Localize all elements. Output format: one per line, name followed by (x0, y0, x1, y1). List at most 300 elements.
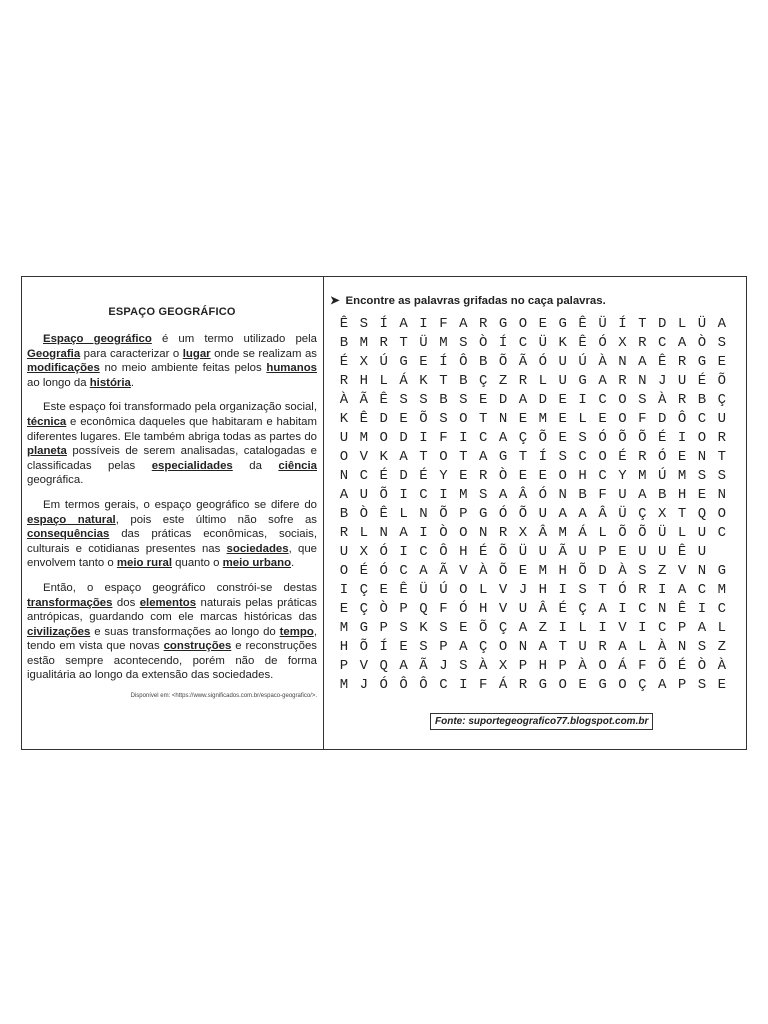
grid-letter[interactable]: A (558, 506, 567, 522)
grid-letter[interactable]: Ç (478, 639, 488, 655)
grid-letter[interactable]: E (677, 449, 687, 465)
grid-letter[interactable]: M (717, 582, 727, 598)
grid-letter[interactable]: E (399, 411, 408, 427)
grid-letter[interactable]: T (677, 506, 687, 522)
grid-letter[interactable]: E (478, 392, 488, 408)
grid-letter[interactable]: A (399, 525, 408, 541)
grid-letter[interactable]: Ã (518, 354, 528, 370)
grid-letter[interactable]: T (399, 335, 408, 351)
grid-letter[interactable]: V (498, 582, 508, 598)
grid-letter[interactable]: É (339, 354, 349, 370)
grid-letter[interactable]: Y (439, 468, 448, 484)
grid-letter[interactable]: E (697, 487, 707, 503)
grid-letter[interactable]: Õ (379, 487, 388, 503)
grid-letter[interactable]: Ç (359, 582, 369, 598)
grid-letter[interactable]: O (558, 468, 567, 484)
grid-letter[interactable]: É (677, 658, 687, 674)
grid-letter[interactable]: T (459, 449, 468, 465)
grid-letter[interactable]: A (498, 487, 508, 503)
grid-letter[interactable]: K (419, 373, 428, 389)
grid-letter[interactable]: S (399, 392, 408, 408)
grid-letter[interactable]: E (618, 544, 627, 560)
grid-letter[interactable]: A (618, 639, 627, 655)
grid-letter[interactable]: E (518, 563, 528, 579)
grid-letter[interactable]: F (439, 316, 448, 332)
grid-letter[interactable]: P (677, 620, 687, 636)
grid-letter[interactable]: A (498, 430, 508, 446)
grid-letter[interactable]: L (399, 506, 408, 522)
grid-letter[interactable]: Z (717, 639, 727, 655)
grid-letter[interactable]: Ô (439, 544, 448, 560)
grid-letter[interactable]: R (677, 354, 687, 370)
grid-letter[interactable]: Z (657, 563, 667, 579)
grid-letter[interactable]: N (379, 525, 388, 541)
grid-letter[interactable]: G (578, 373, 587, 389)
grid-letter[interactable]: R (478, 468, 488, 484)
grid-letter[interactable]: U (538, 544, 548, 560)
grid-letter[interactable]: L (578, 411, 587, 427)
grid-letter[interactable]: U (339, 544, 349, 560)
grid-letter[interactable]: H (677, 487, 687, 503)
grid-letter[interactable]: É (558, 601, 567, 617)
grid-letter[interactable]: Â (538, 601, 548, 617)
grid-letter[interactable]: Q (379, 658, 388, 674)
grid-letter[interactable]: H (538, 582, 548, 598)
grid-letter[interactable]: Â (538, 525, 548, 541)
grid-letter[interactable]: L (478, 582, 488, 598)
grid-letter[interactable]: Á (618, 658, 627, 674)
grid-letter[interactable]: E (558, 411, 567, 427)
grid-letter[interactable]: M (677, 468, 687, 484)
grid-letter[interactable]: Ü (697, 316, 707, 332)
grid-letter[interactable]: H (558, 563, 567, 579)
grid-letter[interactable]: I (558, 620, 567, 636)
grid-letter[interactable]: B (578, 487, 587, 503)
grid-letter[interactable]: F (478, 677, 488, 693)
grid-letter[interactable]: V (459, 563, 468, 579)
grid-letter[interactable]: Ê (379, 506, 388, 522)
grid-letter[interactable]: H (339, 639, 349, 655)
grid-letter[interactable]: I (677, 430, 687, 446)
grid-letter[interactable]: E (578, 677, 587, 693)
grid-letter[interactable]: À (618, 563, 627, 579)
grid-letter[interactable]: Õ (657, 658, 667, 674)
grid-letter[interactable]: Ç (638, 677, 647, 693)
grid-letter[interactable]: F (439, 430, 448, 446)
grid-letter[interactable]: U (578, 544, 587, 560)
grid-letter[interactable]: Ó (538, 487, 548, 503)
grid-letter[interactable]: Ü (419, 582, 428, 598)
grid-letter[interactable]: M (638, 468, 647, 484)
grid-letter[interactable]: Ü (419, 335, 428, 351)
grid-letter[interactable]: I (439, 487, 448, 503)
grid-letter[interactable]: Õ (717, 373, 727, 389)
grid-letter[interactable]: V (618, 620, 627, 636)
grid-letter[interactable]: E (419, 354, 428, 370)
grid-letter[interactable]: K (419, 620, 428, 636)
grid-letter[interactable]: E (379, 582, 388, 598)
grid-letter[interactable]: U (638, 544, 647, 560)
grid-letter[interactable]: I (697, 601, 707, 617)
grid-letter[interactable]: Ó (538, 354, 548, 370)
grid-letter[interactable]: À (657, 392, 667, 408)
grid-letter[interactable]: P (339, 658, 349, 674)
grid-letter[interactable]: Ò (439, 525, 448, 541)
grid-letter[interactable]: Õ (518, 506, 528, 522)
grid-letter[interactable]: T (419, 449, 428, 465)
grid-letter[interactable]: F (638, 411, 647, 427)
grid-letter[interactable]: Ç (717, 392, 727, 408)
grid-letter[interactable]: Ê (359, 411, 369, 427)
grid-letter[interactable]: Ú (657, 468, 667, 484)
grid-letter[interactable]: U (697, 525, 707, 541)
grid-letter[interactable]: A (598, 373, 607, 389)
grid-letter[interactable]: Ò (359, 506, 369, 522)
grid-letter[interactable]: O (339, 449, 349, 465)
grid-letter[interactable]: R (498, 525, 508, 541)
grid-letter[interactable]: T (518, 449, 528, 465)
grid-letter[interactable]: I (598, 620, 607, 636)
grid-letter[interactable]: H (538, 658, 548, 674)
grid-letter[interactable]: S (638, 392, 647, 408)
grid-letter[interactable]: S (459, 335, 468, 351)
grid-letter[interactable]: R (598, 639, 607, 655)
grid-letter[interactable]: U (518, 601, 528, 617)
grid-letter[interactable]: A (399, 316, 408, 332)
grid-letter[interactable]: Ç (578, 601, 587, 617)
grid-letter[interactable]: E (459, 620, 468, 636)
grid-letter[interactable]: S (459, 392, 468, 408)
grid-letter[interactable]: A (459, 639, 468, 655)
grid-letter[interactable]: G (538, 677, 548, 693)
grid-letter[interactable]: B (439, 392, 448, 408)
grid-letter[interactable]: P (558, 658, 567, 674)
grid-letter[interactable]: Ò (478, 335, 488, 351)
grid-letter[interactable]: O (598, 449, 607, 465)
grid-letter[interactable]: R (339, 373, 349, 389)
grid-letter[interactable]: E (518, 411, 528, 427)
grid-letter[interactable]: Ã (359, 392, 369, 408)
grid-letter[interactable]: O (339, 563, 349, 579)
grid-letter[interactable]: Á (498, 677, 508, 693)
grid-letter[interactable]: Í (498, 335, 508, 351)
grid-letter[interactable]: X (359, 354, 369, 370)
grid-letter[interactable]: Ç (638, 506, 647, 522)
grid-letter[interactable]: A (677, 335, 687, 351)
grid-letter[interactable]: G (498, 449, 508, 465)
grid-letter[interactable]: H (578, 468, 587, 484)
grid-letter[interactable]: I (558, 582, 567, 598)
grid-letter[interactable]: É (657, 430, 667, 446)
grid-letter[interactable]: U (359, 487, 369, 503)
grid-letter[interactable]: R (379, 335, 388, 351)
grid-letter[interactable]: P (677, 677, 687, 693)
grid-letter[interactable]: A (459, 316, 468, 332)
grid-letter[interactable]: U (558, 373, 567, 389)
grid-letter[interactable]: R (518, 677, 528, 693)
grid-letter[interactable]: S (697, 677, 707, 693)
grid-letter[interactable]: X (657, 506, 667, 522)
grid-letter[interactable]: É (697, 373, 707, 389)
grid-letter[interactable]: F (598, 487, 607, 503)
grid-letter[interactable]: L (717, 620, 727, 636)
grid-letter[interactable]: G (697, 354, 707, 370)
grid-letter[interactable]: S (439, 620, 448, 636)
grid-letter[interactable]: N (558, 487, 567, 503)
grid-letter[interactable]: Ô (419, 677, 428, 693)
grid-letter[interactable]: I (578, 392, 587, 408)
grid-letter[interactable]: Õ (538, 430, 548, 446)
grid-letter[interactable]: V (359, 658, 369, 674)
grid-letter[interactable]: S (697, 468, 707, 484)
grid-letter[interactable]: R (638, 335, 647, 351)
grid-letter[interactable]: E (558, 430, 567, 446)
grid-letter[interactable]: R (618, 373, 627, 389)
grid-letter[interactable]: C (697, 582, 707, 598)
grid-letter[interactable]: S (419, 392, 428, 408)
grid-letter[interactable]: U (339, 430, 349, 446)
grid-letter[interactable]: A (697, 620, 707, 636)
grid-letter[interactable]: Â (518, 487, 528, 503)
grid-letter[interactable]: A (518, 620, 528, 636)
grid-letter[interactable]: À (657, 639, 667, 655)
grid-letter[interactable]: Ó (657, 449, 667, 465)
grid-letter[interactable]: Q (697, 506, 707, 522)
grid-letter[interactable]: N (339, 468, 349, 484)
grid-letter[interactable]: I (399, 544, 408, 560)
grid-letter[interactable]: M (339, 677, 349, 693)
grid-letter[interactable]: O (459, 525, 468, 541)
grid-letter[interactable]: R (638, 582, 647, 598)
grid-letter[interactable]: T (558, 639, 567, 655)
grid-letter[interactable]: Ü (598, 316, 607, 332)
grid-letter[interactable]: Ç (518, 430, 528, 446)
grid-letter[interactable]: D (657, 411, 667, 427)
grid-letter[interactable]: N (498, 411, 508, 427)
grid-letter[interactable]: A (399, 658, 408, 674)
grid-letter[interactable]: O (717, 506, 727, 522)
grid-letter[interactable]: C (478, 430, 488, 446)
grid-letter[interactable]: U (677, 373, 687, 389)
grid-letter[interactable]: Ê (379, 392, 388, 408)
grid-letter[interactable]: D (379, 411, 388, 427)
grid-letter[interactable]: H (459, 544, 468, 560)
grid-letter[interactable]: C (578, 449, 587, 465)
grid-letter[interactable]: X (618, 335, 627, 351)
grid-letter[interactable]: P (459, 506, 468, 522)
grid-letter[interactable]: Ü (518, 544, 528, 560)
grid-letter[interactable]: B (339, 506, 349, 522)
grid-letter[interactable]: S (697, 639, 707, 655)
grid-letter[interactable]: I (618, 601, 627, 617)
grid-letter[interactable]: Õ (638, 525, 647, 541)
grid-letter[interactable]: J (439, 658, 448, 674)
grid-letter[interactable]: Í (439, 354, 448, 370)
grid-letter[interactable]: C (359, 468, 369, 484)
grid-letter[interactable]: A (518, 392, 528, 408)
grid-letter[interactable]: E (598, 411, 607, 427)
grid-letter[interactable]: O (459, 411, 468, 427)
grid-letter[interactable]: Á (578, 525, 587, 541)
grid-letter[interactable]: À (717, 658, 727, 674)
grid-letter[interactable]: D (498, 392, 508, 408)
grid-letter[interactable]: O (379, 430, 388, 446)
grid-letter[interactable]: S (638, 563, 647, 579)
grid-letter[interactable]: E (558, 392, 567, 408)
grid-letter[interactable]: C (419, 487, 428, 503)
grid-letter[interactable]: K (339, 411, 349, 427)
grid-letter[interactable]: E (538, 316, 548, 332)
grid-letter[interactable]: X (359, 544, 369, 560)
grid-letter[interactable]: H (359, 373, 369, 389)
grid-letter[interactable]: A (478, 449, 488, 465)
grid-letter[interactable]: S (359, 316, 369, 332)
grid-letter[interactable]: A (339, 487, 349, 503)
grid-letter[interactable]: X (518, 525, 528, 541)
grid-letter[interactable]: Ó (618, 582, 627, 598)
grid-letter[interactable]: O (697, 430, 707, 446)
grid-letter[interactable]: T (638, 316, 647, 332)
grid-letter[interactable]: O (618, 392, 627, 408)
grid-letter[interactable]: S (478, 487, 488, 503)
grid-letter[interactable]: Ú (578, 354, 587, 370)
grid-letter[interactable]: G (717, 563, 727, 579)
grid-letter[interactable]: A (677, 582, 687, 598)
grid-letter[interactable]: Ô (459, 354, 468, 370)
grid-letter[interactable]: Ó (379, 544, 388, 560)
grid-letter[interactable]: I (638, 620, 647, 636)
grid-letter[interactable]: G (478, 506, 488, 522)
grid-letter[interactable]: C (439, 677, 448, 693)
grid-letter[interactable]: É (359, 563, 369, 579)
grid-letter[interactable]: Õ (618, 525, 627, 541)
grid-letter[interactable]: C (518, 335, 528, 351)
grid-letter[interactable]: M (558, 525, 567, 541)
grid-letter[interactable]: E (538, 468, 548, 484)
grid-letter[interactable]: C (399, 563, 408, 579)
grid-letter[interactable]: G (558, 316, 567, 332)
grid-letter[interactable]: J (359, 677, 369, 693)
grid-letter[interactable]: O (498, 639, 508, 655)
grid-letter[interactable]: R (478, 316, 488, 332)
grid-letter[interactable]: Õ (419, 411, 428, 427)
grid-letter[interactable]: M (538, 563, 548, 579)
grid-letter[interactable]: Ô (677, 411, 687, 427)
grid-letter[interactable]: D (399, 430, 408, 446)
grid-letter[interactable]: Ê (339, 316, 349, 332)
grid-letter[interactable]: Ó (459, 601, 468, 617)
grid-letter[interactable]: P (399, 601, 408, 617)
grid-letter[interactable]: E (459, 468, 468, 484)
grid-letter[interactable]: M (359, 430, 369, 446)
grid-letter[interactable]: Â (598, 506, 607, 522)
grid-letter[interactable]: Õ (478, 620, 488, 636)
grid-letter[interactable]: R (518, 373, 528, 389)
grid-letter[interactable]: L (538, 373, 548, 389)
grid-letter[interactable]: J (657, 373, 667, 389)
grid-letter[interactable]: À (598, 354, 607, 370)
grid-letter[interactable]: Õ (618, 430, 627, 446)
grid-letter[interactable]: É (618, 449, 627, 465)
grid-letter[interactable]: À (578, 658, 587, 674)
grid-letter[interactable]: C (657, 335, 667, 351)
grid-letter[interactable]: O (618, 677, 627, 693)
grid-letter[interactable]: S (717, 468, 727, 484)
grid-letter[interactable]: É (478, 544, 488, 560)
grid-letter[interactable]: O (439, 449, 448, 465)
grid-letter[interactable]: Ê (677, 544, 687, 560)
grid-letter[interactable]: C (717, 601, 727, 617)
grid-letter[interactable]: Ú (439, 582, 448, 598)
grid-letter[interactable]: B (697, 392, 707, 408)
grid-letter[interactable]: P (518, 658, 528, 674)
grid-letter[interactable]: R (717, 430, 727, 446)
grid-letter[interactable]: À (478, 563, 488, 579)
grid-letter[interactable]: A (717, 316, 727, 332)
grid-letter[interactable]: C (598, 468, 607, 484)
grid-letter[interactable]: S (419, 639, 428, 655)
grid-letter[interactable]: Ê (657, 354, 667, 370)
grid-letter[interactable]: Ó (379, 677, 388, 693)
grid-letter[interactable]: S (717, 335, 727, 351)
grid-letter[interactable]: L (578, 620, 587, 636)
grid-letter[interactable]: L (379, 373, 388, 389)
grid-letter[interactable]: Ò (697, 658, 707, 674)
grid-letter[interactable]: N (618, 354, 627, 370)
grid-letter[interactable]: K (379, 449, 388, 465)
grid-letter[interactable]: A (399, 449, 408, 465)
grid-letter[interactable]: F (439, 601, 448, 617)
grid-letter[interactable]: C (717, 525, 727, 541)
grid-letter[interactable]: Ç (498, 620, 508, 636)
grid-letter[interactable]: U (538, 506, 548, 522)
grid-letter[interactable]: U (558, 354, 567, 370)
grid-letter[interactable]: T (717, 449, 727, 465)
grid-letter[interactable]: Ó (598, 430, 607, 446)
grid-letter[interactable]: Ü (657, 525, 667, 541)
grid-letter[interactable]: Z (538, 620, 548, 636)
grid-letter[interactable]: Ü (538, 335, 548, 351)
grid-letter[interactable]: C (598, 392, 607, 408)
grid-letter[interactable]: A (598, 601, 607, 617)
grid-letter[interactable]: L (677, 316, 687, 332)
grid-letter[interactable]: N (697, 563, 707, 579)
grid-letter[interactable]: H (478, 601, 488, 617)
grid-letter[interactable]: Õ (638, 430, 647, 446)
grid-letter[interactable]: N (657, 601, 667, 617)
grid-letter[interactable]: S (558, 449, 567, 465)
grid-letter[interactable]: À (339, 392, 349, 408)
grid-letter[interactable]: O (558, 677, 567, 693)
grid-letter[interactable]: Ã (558, 544, 567, 560)
grid-letter[interactable]: R (677, 392, 687, 408)
grid-letter[interactable]: I (419, 525, 428, 541)
grid-letter[interactable]: T (478, 411, 488, 427)
grid-letter[interactable]: Ó (379, 563, 388, 579)
grid-letter[interactable]: L (359, 525, 369, 541)
grid-letter[interactable]: N (717, 487, 727, 503)
grid-letter[interactable]: Õ (498, 563, 508, 579)
grid-letter[interactable]: K (558, 335, 567, 351)
grid-letter[interactable]: D (657, 316, 667, 332)
grid-letter[interactable]: X (498, 658, 508, 674)
grid-letter[interactable]: Z (498, 373, 508, 389)
grid-letter[interactable]: S (399, 620, 408, 636)
grid-letter[interactable]: Õ (578, 563, 587, 579)
grid-letter[interactable]: N (638, 373, 647, 389)
grid-letter[interactable]: Ç (359, 601, 369, 617)
grid-letter[interactable]: É (419, 468, 428, 484)
